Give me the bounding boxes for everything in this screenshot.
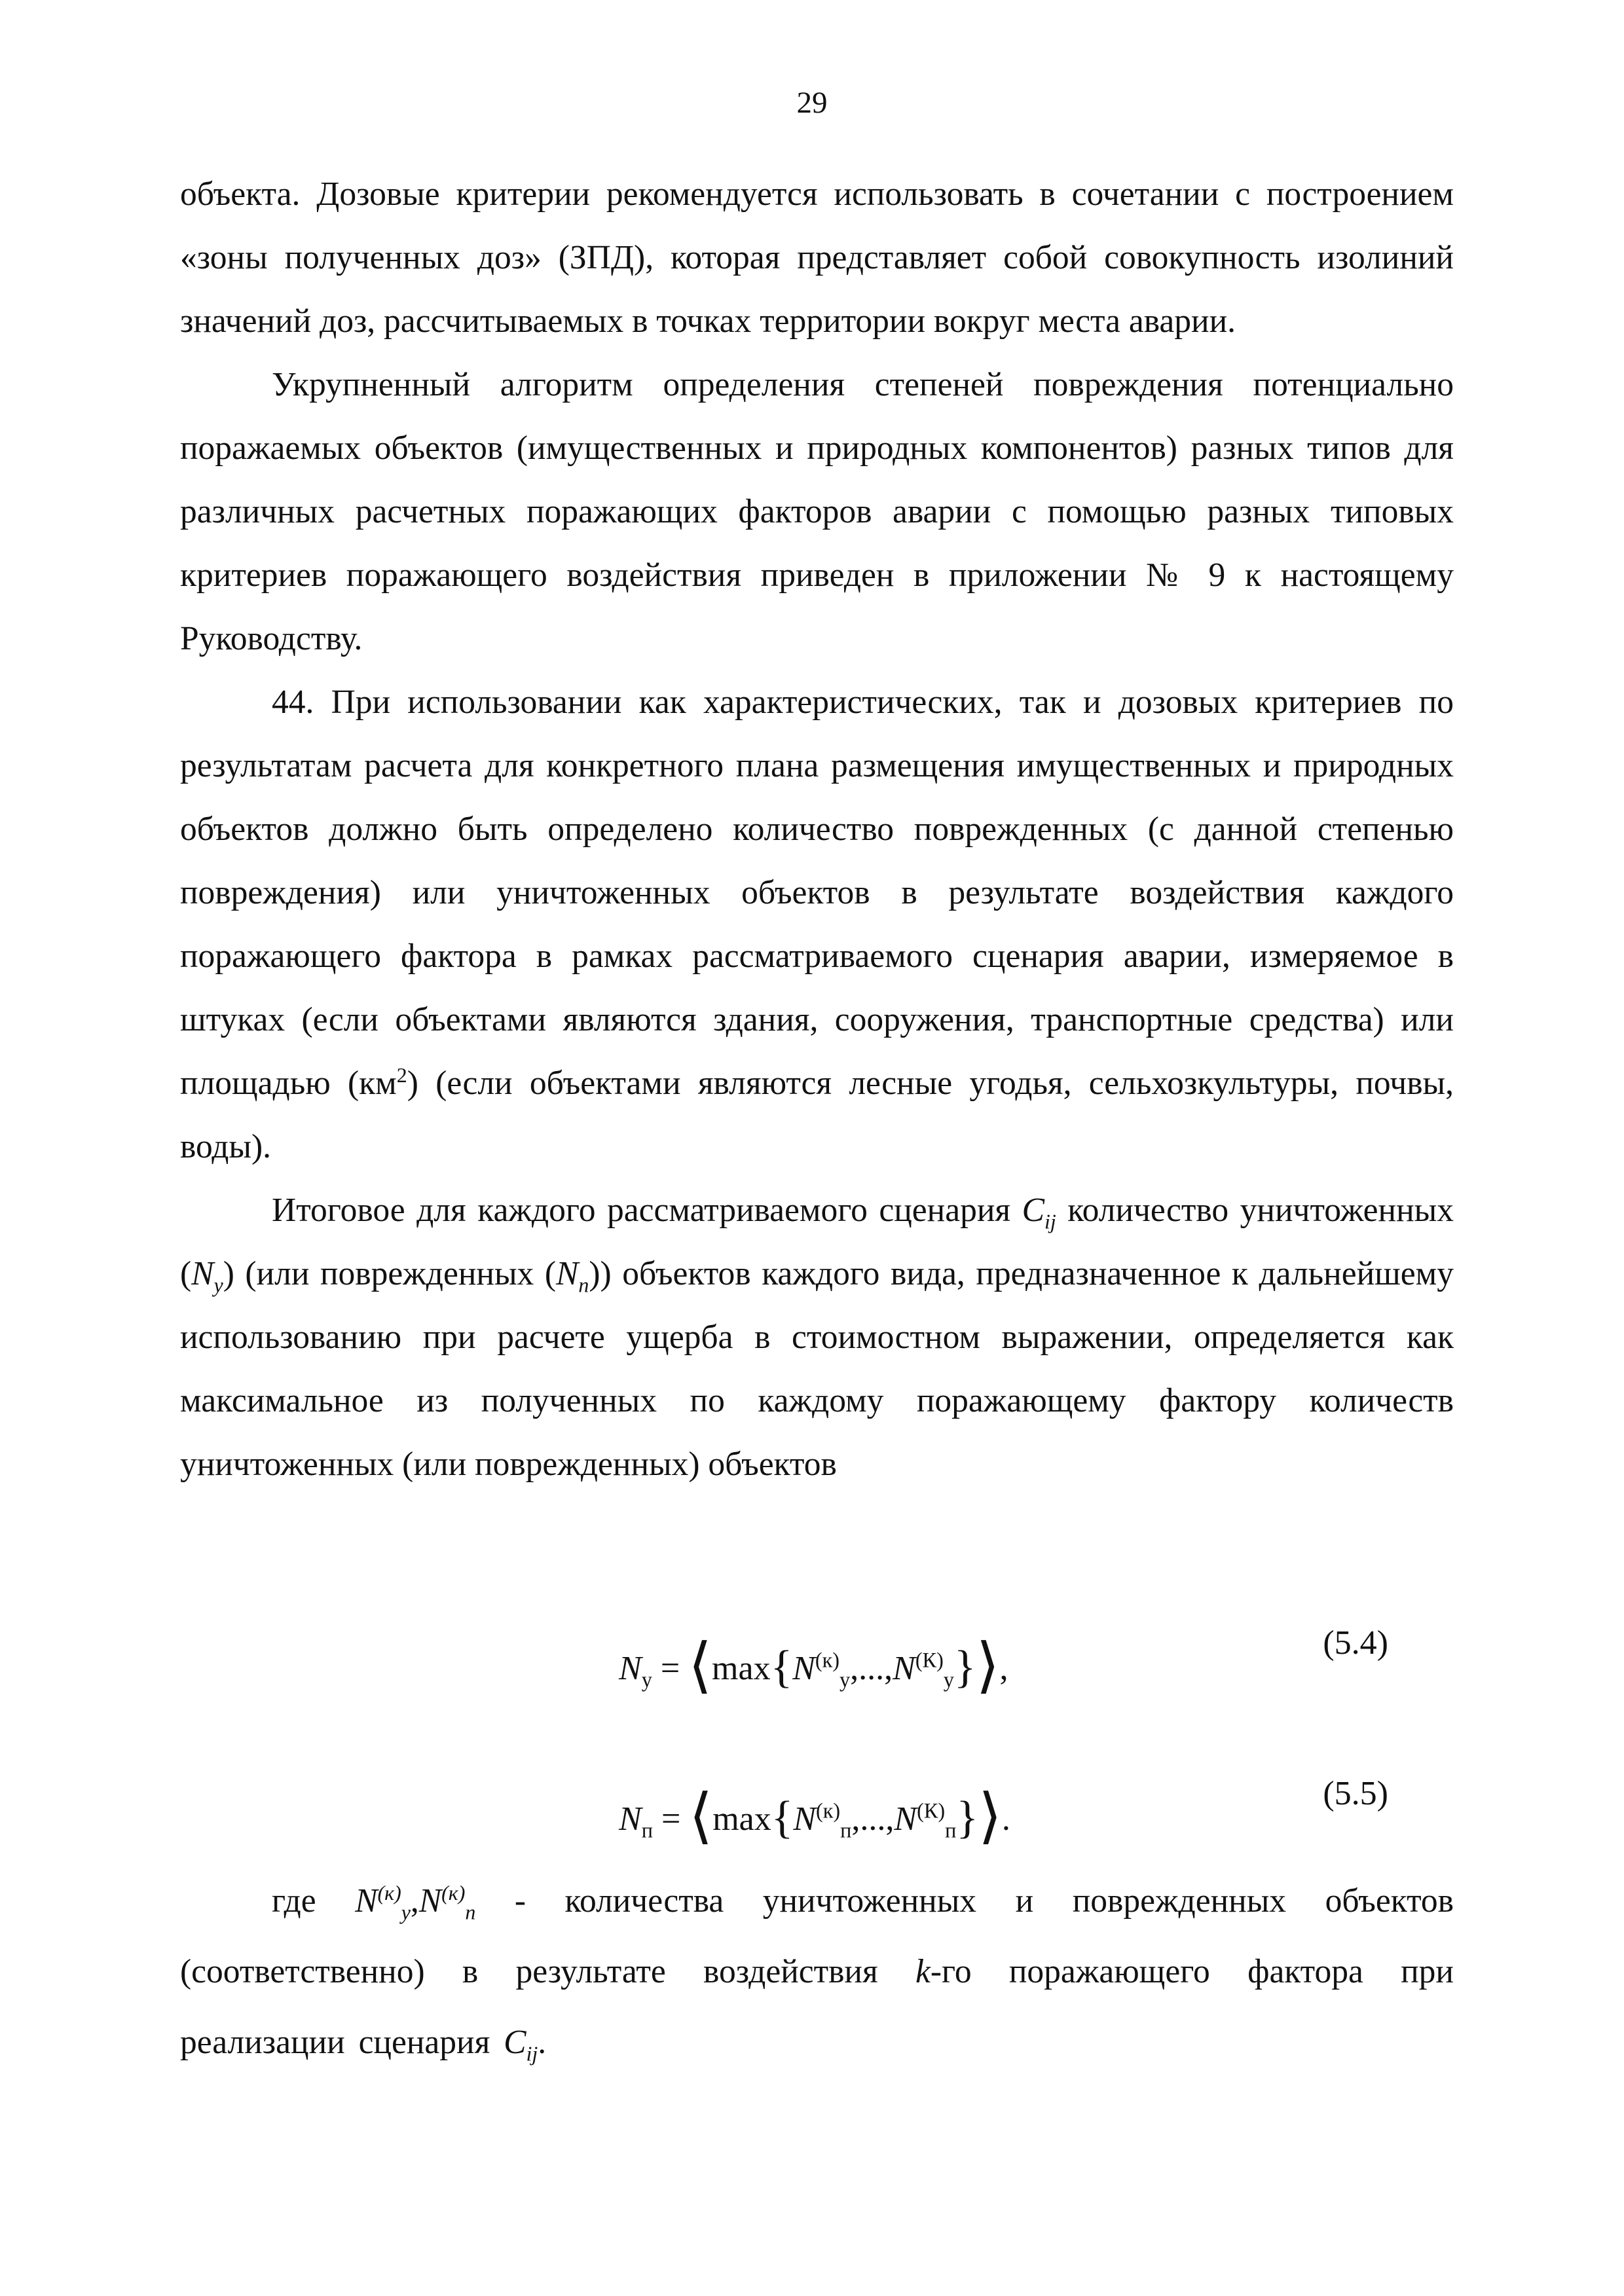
paragraph-4-text: ) (или поврежденных ( [223, 1255, 557, 1292]
destroyed-index: у [213, 1273, 223, 1297]
where-scenario-index: ij [526, 2042, 538, 2066]
where-explanation [180, 1866, 1454, 2078]
where-k: k [915, 1953, 931, 1990]
where-text: -го поражающего фактора при реализации сценария [180, 1953, 1454, 2061]
max-operator: max [712, 1800, 771, 1838]
where-var-sub: y [401, 1901, 411, 1924]
page-number: 29 [796, 86, 828, 120]
paragraph-3-tail: ) (если объектами являются лесные угодья, сельхозкультуры, почвы, воды). [180, 1065, 1454, 1165]
where-var-sup: (к) [377, 1881, 401, 1904]
damaged-letter: N [556, 1255, 579, 1292]
eq-term-sub: п [945, 1818, 957, 1842]
where-end: . [538, 2024, 547, 2061]
eq-term-sub: у [840, 1667, 851, 1692]
eq-lhs: N [619, 1650, 642, 1687]
damaged-index: п [578, 1273, 589, 1297]
right-curly-brace: } [953, 1642, 976, 1692]
where-var: N [418, 1882, 442, 1920]
eq-sign: = [652, 1800, 690, 1838]
eq-term: N [792, 1650, 815, 1687]
where-var-sub: n [465, 1901, 476, 1924]
eq-lhs-index: у [641, 1667, 652, 1692]
equation-5-5 [0, 1774, 1624, 1850]
paragraph-4-text: )) объектов каждого вида, предназначенное к дальнейшему использованию при расчете ущерба в стоимостном выражении, определяется как максимальное из полученных по каждому поражающему фактору количеств уничтоженных (или поврежденных) объектов [180, 1255, 1454, 1483]
where-var-sup: (к) [441, 1881, 466, 1904]
paragraph-3 [180, 670, 1454, 1178]
paragraph-4-text: количество уничтоженных ( [180, 1192, 1454, 1292]
eq-ellipsis: ,..., [851, 1800, 895, 1838]
max-operator: max [712, 1650, 771, 1687]
equation-number: (5.5) [1323, 1775, 1388, 1812]
right-angle-bracket: ⟩ [978, 1783, 1002, 1850]
equation-5-5-formula [619, 1774, 1010, 1850]
paragraph-4-text: Итоговое для каждого рассматриваемого сценария [272, 1192, 1022, 1229]
left-angle-bracket: ⟨ [688, 1632, 712, 1699]
equation-5-4 [0, 1624, 1624, 1699]
scenario-index: ij [1044, 1210, 1056, 1233]
eq-lhs-index: п [641, 1818, 653, 1842]
eq-term-sup: (к) [815, 1648, 840, 1672]
where-text: - количества уничтоженных и поврежденных объектов (соответственно) в результате воздействия [180, 1882, 1454, 1990]
where-comma: , [410, 1882, 419, 1920]
eq-term-sup: (К) [917, 1798, 946, 1823]
eq-term-sub: у [943, 1667, 954, 1692]
equation-number: (5.4) [1323, 1624, 1388, 1662]
scenario-symbol [1022, 1192, 1056, 1233]
destroyed-letter: N [191, 1255, 214, 1292]
eq-sign: = [652, 1650, 689, 1687]
right-angle-bracket: ⟩ [976, 1632, 1000, 1699]
destroyed-symbol [191, 1255, 223, 1297]
eq-end-punct: . [1001, 1800, 1010, 1838]
damaged-symbol [556, 1255, 589, 1297]
eq-term: N [893, 1650, 915, 1687]
eq-term: N [894, 1800, 917, 1838]
where-paragraph [180, 1866, 1454, 2078]
paragraph-4 [180, 1178, 1454, 1496]
km-squared-superscript: 2 [396, 1063, 407, 1087]
where-lead: где [272, 1882, 356, 1920]
eq-term-sup: (К) [915, 1648, 944, 1672]
eq-end-punct: , [999, 1650, 1008, 1687]
eq-lhs: N [619, 1800, 642, 1838]
eq-term-sup: (к) [816, 1798, 841, 1823]
right-curly-brace: } [956, 1793, 978, 1843]
left-curly-brace: { [770, 1642, 793, 1692]
paragraph-3-text: 44. При использовании как характеристических, так и дозовых критериев по результатам расчета для конкретного плана размещения имущественных и природных объектов должно быть определено количество поврежденных (с данной степенью повреждения) или уничтоженных объектов в результате воздействия каждого поражающего фактора в рамках рассматриваемого сценария аварии, измеряемое в штуках (если объектами являются здания, сооружения, транспортные средства) или площадью (км [180, 683, 1454, 1102]
paragraph-2: Укрупненный алгоритм определения степеней повреждения потенциально поражаемых объектов (имущественных и природных компонентов) разных типов для различных расчетных поражающих факторов аварии с помощью разных типовых критериев поражающего воздействия приведен в приложении № 9 к настоящему Руководству. [180, 366, 1454, 657]
eq-term: N [793, 1800, 817, 1838]
scenario-letter: C [1022, 1192, 1044, 1229]
left-curly-brace: { [771, 1793, 794, 1843]
paragraph-1: объекта. Дозовые критерии рекомендуется использовать в сочетании с построением «зоны полученных доз» (ЗПД), которая представляет собой совокупность изолиний значений доз, рассчитываемых в точках территории вокруг места аварии. [180, 175, 1454, 340]
left-angle-bracket: ⟨ [689, 1783, 713, 1850]
equation-5-4-formula [619, 1624, 1008, 1699]
where-var: N [355, 1882, 378, 1920]
where-scenario-letter: C [504, 2024, 526, 2061]
eq-term-sub: п [840, 1818, 852, 1842]
body-text [180, 162, 1454, 1496]
eq-ellipsis: ,..., [850, 1650, 893, 1687]
